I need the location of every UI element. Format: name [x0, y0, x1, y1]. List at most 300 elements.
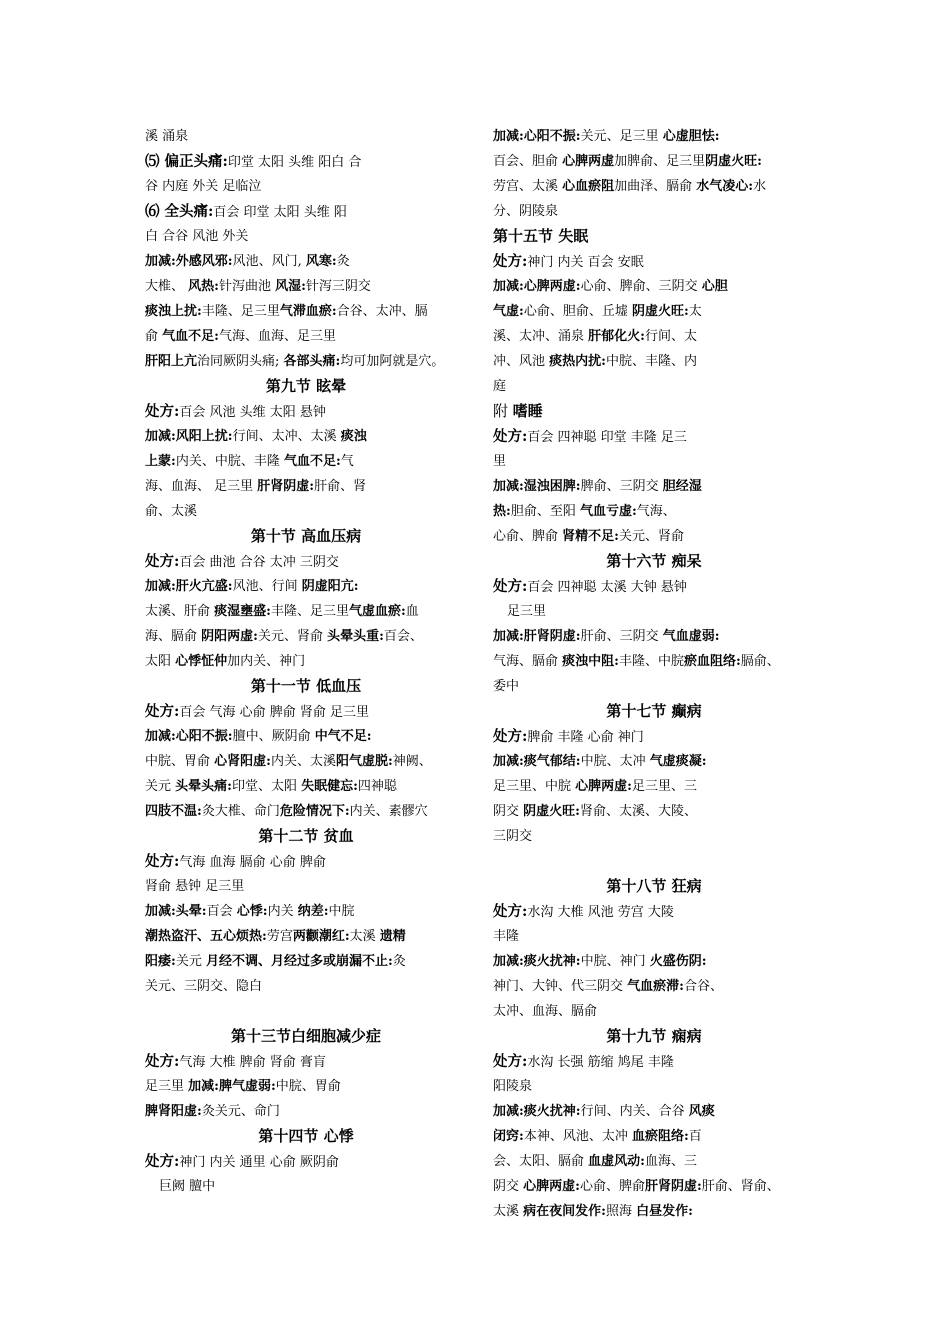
bold-text: 头晕头痛: — [175, 779, 232, 794]
plain-text: 第十八节 狂病 — [606, 877, 702, 895]
text-line — [145, 549, 467, 574]
plain-text: 脾俞 丰隆 心俞 神门 — [527, 730, 644, 745]
plain-text: 加曲泽、膈俞 — [614, 179, 697, 194]
plain-text: 足三里 — [507, 604, 547, 619]
plain-text: 百 — [688, 1129, 702, 1144]
text-line — [145, 749, 467, 774]
text-line — [145, 124, 467, 149]
plain-text: 内关、素髎穴 — [349, 804, 428, 819]
bold-text: 加减:脾气虚弱: — [188, 1079, 276, 1094]
plain-text: 水沟 长强 筋缩 鸠尾 丰隆 — [527, 1055, 674, 1070]
bold-text: 加减:痰火扰神: — [493, 1104, 581, 1119]
plain-text: 俞、太溪 — [145, 504, 198, 519]
text-line — [145, 1049, 467, 1074]
section-heading — [145, 674, 467, 699]
text-line — [145, 1149, 467, 1174]
bold-text: 失眠健忘: — [301, 779, 358, 794]
plain-text: 水沟 大椎 风池 劳宫 大陵 — [527, 905, 674, 920]
bold-text: 白昼发作: — [636, 1204, 693, 1219]
plain-text: 加脾俞、足三里 — [614, 154, 706, 169]
plain-text: 会、太阳、膈俞 — [493, 1154, 589, 1169]
text-line — [493, 774, 815, 799]
plain-text: 水 — [753, 179, 767, 194]
bold-text: 加减:肝火亢盛: — [145, 579, 233, 594]
bold-text: 气血不足: — [162, 329, 219, 344]
plain-text: 内关 — [267, 904, 298, 919]
text-line — [145, 774, 467, 799]
text-line — [145, 924, 467, 949]
bold-text: 处方: — [145, 553, 180, 570]
plain-text: 胆俞、至阳 — [510, 504, 580, 519]
bold-text: 遗精 — [379, 929, 406, 944]
text-line — [493, 749, 815, 774]
plain-text: 关元、足三里 — [580, 129, 663, 144]
text-line — [145, 974, 467, 999]
section-heading — [493, 699, 815, 724]
plain-text: 气海 血海 膈俞 心俞 脾俞 — [179, 855, 326, 870]
plain-text: 关元 — [145, 779, 176, 794]
section-heading — [145, 824, 467, 849]
plain-text: 内关、太溪 — [270, 754, 336, 769]
bold-text: 风痰 — [688, 1104, 715, 1119]
text-line — [145, 649, 467, 674]
text-line — [493, 349, 815, 374]
text-line — [145, 899, 467, 924]
text-line — [145, 574, 467, 599]
text-line — [145, 474, 467, 499]
text-line — [145, 1074, 467, 1099]
text-line — [493, 824, 815, 849]
plain-text: 足三里 — [145, 1079, 189, 1094]
plain-text: 巨阙 膻中 — [159, 1179, 216, 1194]
text-line — [145, 499, 467, 524]
plain-text: 第九节 眩晕 — [265, 377, 347, 395]
text-line — [493, 1149, 815, 1174]
plain-text: 膈俞、 — [740, 654, 780, 669]
bold-text: 处方: — [145, 403, 180, 420]
plain-text: 冲、风池 — [493, 354, 550, 369]
text-line — [145, 249, 467, 274]
left-column — [145, 124, 467, 1199]
text-line — [145, 799, 467, 824]
text-line — [145, 399, 467, 424]
bold-text: 痰浊中阻: — [562, 654, 619, 669]
text-line — [493, 374, 815, 399]
text-line — [493, 624, 815, 649]
plain-text: 大椎、 — [145, 279, 189, 294]
bold-text: 各部头痛: — [283, 354, 341, 369]
plain-text: 心俞、脾俞、三阴交 — [580, 279, 702, 294]
plain-text: 中脘、太冲 — [580, 754, 650, 769]
bold-text: 中气不足: — [314, 729, 372, 744]
bold-text: 阴虚火旺: — [631, 304, 689, 319]
blank-line — [493, 849, 815, 874]
text-line — [493, 524, 815, 549]
text-line — [145, 1174, 467, 1199]
plain-text: 溪、太冲、涌泉 — [493, 329, 589, 344]
plain-text: 溪 涌泉 — [145, 129, 189, 144]
plain-text: 百会 — [206, 904, 237, 919]
bold-text: 处方: — [493, 728, 528, 745]
text-line — [493, 299, 815, 324]
bold-text: 火盛伤阴: — [649, 954, 707, 969]
text-line — [145, 599, 467, 624]
plain-text: 内关、中脘、丰隆 — [175, 454, 284, 469]
section-heading — [493, 874, 815, 899]
bold-text: 加减:心脾两虚: — [493, 279, 581, 294]
bold-text: 加减:心阳不振: — [145, 729, 233, 744]
plain-text: 气 — [340, 454, 354, 469]
plain-text: 丰隆、中脘 — [618, 654, 684, 669]
text-line — [145, 624, 467, 649]
bold-text: 肝肾阴虚: — [644, 1179, 702, 1194]
bold-text: 加减:痰火扰神: — [493, 954, 581, 969]
section-heading — [493, 399, 815, 424]
bold-text: 瘀血阻络: — [683, 654, 741, 669]
bold-text: 血瘀阻络: — [631, 1129, 689, 1144]
bold-text: 处方: — [145, 1053, 180, 1070]
text-line — [145, 349, 467, 374]
plain-text: 谷 内庭 外关 足临泣 — [145, 179, 262, 194]
plain-text: 阴交 — [493, 1179, 524, 1194]
bold-text: 阴阳两虚: — [201, 629, 258, 644]
plain-text: 丰隆、足三里 — [201, 304, 280, 319]
bold-text: 第十五节 失眠 — [493, 227, 589, 245]
bold-text: 加减:风阳上扰: — [145, 429, 233, 444]
bold-text: 加减:头晕: — [145, 904, 207, 919]
plain-text: 血 — [405, 604, 419, 619]
bold-text: 血虚风动: — [588, 1154, 645, 1169]
text-line — [493, 1199, 815, 1224]
plain-text: 第十节 高血压病 — [250, 527, 362, 545]
text-line — [493, 724, 815, 749]
text-line — [145, 199, 467, 224]
plain-text: 灸 — [392, 954, 406, 969]
plain-text: 合谷、太冲、膈 — [336, 304, 428, 319]
plain-text: 关元、肾俞 — [618, 529, 684, 544]
plain-text: 脾俞、三阴交 — [580, 479, 663, 494]
text-line — [493, 1174, 815, 1199]
text-line — [145, 274, 467, 299]
bold-text: 处方: — [145, 1153, 180, 1170]
plain-text: 第十九节 痫病 — [606, 1027, 702, 1045]
plain-text: 百会、 — [383, 629, 423, 644]
bold-text: 加减:湿浊困脾: — [493, 479, 581, 494]
plain-text: 百会 四神聪 印堂 丰隆 足三 — [527, 430, 687, 445]
text-line — [493, 1074, 815, 1099]
plain-text: 神门 内关 百会 安眠 — [527, 255, 644, 270]
plain-text: 肾俞、太溪、大陵、 — [579, 804, 697, 819]
text-line — [145, 424, 467, 449]
plain-text: 肝俞、三阴交 — [580, 629, 663, 644]
plain-text: 神门 内关 通里 心俞 厥阴俞 — [179, 1155, 339, 1170]
plain-text: 气海 大椎 脾俞 肾俞 膏肓 — [179, 1055, 326, 1070]
plain-text: 气海、 — [636, 504, 676, 519]
plain-text: 肝俞、肾俞、 — [701, 1179, 780, 1194]
plain-text: 海、膈俞 — [145, 629, 202, 644]
plain-text: 四神聪 — [357, 779, 397, 794]
bold-text: 处方: — [493, 903, 528, 920]
bold-text: 痰浊上扰: — [145, 304, 202, 319]
text-line — [493, 324, 815, 349]
plain-text: 太阳 — [145, 654, 176, 669]
text-line — [493, 199, 815, 224]
bold-text: 四肢不温: — [145, 804, 202, 819]
text-line — [493, 249, 815, 274]
plain-text: 灸 — [336, 254, 350, 269]
plain-text: 三阴交 — [493, 829, 533, 844]
plain-text: 丰隆、足三里 — [270, 604, 349, 619]
plain-text: 行间、内关、合谷 — [580, 1104, 689, 1119]
plain-text: 里 — [493, 454, 507, 469]
bold-text: 纳差: — [297, 904, 329, 919]
bold-text: 水气凌心: — [696, 179, 754, 194]
plain-text: 灸大椎、命门 — [201, 804, 280, 819]
text-line — [493, 1124, 815, 1149]
text-line — [493, 174, 815, 199]
text-line — [493, 1049, 815, 1074]
bold-text: 处方: — [493, 1053, 528, 1070]
plain-text: 委中 — [493, 679, 520, 694]
bold-text: 阴虚火旺: — [705, 154, 762, 169]
plain-text: 阴交 — [493, 804, 524, 819]
plain-text: 太溪 — [493, 1204, 524, 1219]
bold-text: 阴虚火旺: — [523, 804, 580, 819]
plain-text: 均可加阿就是穴。 — [340, 354, 445, 369]
text-line — [145, 724, 467, 749]
plain-text: 第十四节 心悸 — [258, 1127, 354, 1145]
bold-text: 危险情况下: — [279, 804, 350, 819]
text-line — [493, 574, 815, 599]
bold-text: 心肾阳虚: — [214, 754, 271, 769]
plain-text: 中脘、胃俞 — [145, 754, 215, 769]
text-line — [493, 449, 815, 474]
plain-text: 足三里、中脘 — [493, 779, 576, 794]
plain-text: 印堂 太阳 头维 阳白 合 — [227, 155, 362, 170]
bold-text: 两颧潮红: — [292, 929, 350, 944]
bold-text: 处方: — [493, 253, 528, 270]
bold-text: 头晕头重: — [327, 629, 384, 644]
bold-text: 处方: — [493, 428, 528, 445]
text-line — [145, 1099, 467, 1124]
plain-text: 心俞、脾俞 — [579, 1179, 645, 1194]
section-heading — [145, 374, 467, 399]
plain-text: 行间、太 — [644, 329, 697, 344]
bold-text: 肝肾阴虚: — [257, 479, 315, 494]
text-line — [493, 999, 815, 1024]
plain-text: 加内关、神门 — [227, 654, 306, 669]
plain-text: 针泻三阴交 — [305, 279, 371, 294]
plain-text: 关元 — [175, 954, 206, 969]
plain-text: 阳陵泉 — [493, 1079, 533, 1094]
bold-text: 肾精不足: — [562, 529, 619, 544]
bold-text: ⑸ 偏正头痛: — [145, 153, 228, 170]
text-line — [493, 424, 815, 449]
bold-text: 气血亏虚: — [579, 504, 637, 519]
plain-text: 气海、膈俞 — [493, 654, 563, 669]
plain-text: 行间、太冲、太溪 — [232, 429, 341, 444]
bold-text: 心脾两虚: — [523, 1179, 580, 1194]
plain-text: 膻中、厥阴俞 — [232, 729, 315, 744]
text-line — [493, 649, 815, 674]
plain-text: 百会 气海 心俞 脾俞 肾俞 足三里 — [179, 705, 370, 720]
bold-text: 心脾两虚: — [575, 779, 632, 794]
plain-text: 附 — [493, 402, 513, 420]
bold-text: 阴虚阳亢: — [301, 579, 359, 594]
text-line — [493, 149, 815, 174]
text-line — [493, 674, 815, 699]
text-line — [145, 849, 467, 874]
plain-text: 神阙、 — [392, 754, 432, 769]
bold-text: 心胆 — [701, 279, 728, 294]
bold-text: 气血虚弱: — [662, 629, 720, 644]
text-line — [493, 124, 815, 149]
plain-text: 太溪、肝俞 — [145, 604, 215, 619]
plain-text: 太 — [688, 304, 702, 319]
bold-text: 气血瘀滞: — [627, 979, 684, 994]
bold-text: 热: — [493, 504, 511, 519]
bold-text: 病在夜间发作: — [523, 1204, 606, 1219]
text-line — [493, 474, 815, 499]
plain-text: 分、阴陵泉 — [493, 204, 559, 219]
plain-text: 本神、风池、太冲 — [523, 1129, 632, 1144]
plain-text: 风池、风门, — [232, 254, 306, 269]
plain-text: 第十七节 癫病 — [606, 702, 702, 720]
bold-text: 潮热盗汗、五心烦热: — [145, 929, 267, 944]
plain-text: 中脘、神门 — [580, 954, 650, 969]
plain-text: 第十二节 贫血 — [258, 827, 354, 845]
bold-text: 痰湿壅盛: — [214, 604, 271, 619]
text-line — [493, 274, 815, 299]
plain-text: 劳宫、太溪 — [493, 179, 563, 194]
plain-text: 肾俞 悬钟 足三里 — [145, 879, 245, 894]
plain-text: 百会 四神聪 太溪 大钟 悬钟 — [527, 580, 687, 595]
text-line — [145, 449, 467, 474]
section-heading — [493, 549, 815, 574]
text-line — [145, 874, 467, 899]
section-heading — [145, 1124, 467, 1149]
bold-text: 心血瘀阻 — [562, 179, 615, 194]
plain-text: 气海、血海、足三里 — [218, 329, 336, 344]
text-line — [493, 499, 815, 524]
plain-text: 太冲、血海、膈俞 — [493, 1004, 598, 1019]
plain-text: 庭 — [493, 379, 507, 394]
section-heading — [145, 1024, 467, 1049]
bold-text: 脾肾阳虚: — [145, 1104, 202, 1119]
text-line — [145, 299, 467, 324]
bold-text: 加减:肝肾阴虚: — [493, 629, 581, 644]
bold-text: ⑹ 全头痛: — [145, 203, 214, 220]
text-line — [493, 974, 815, 999]
text-line — [493, 949, 815, 974]
bold-text: 阳痿: — [145, 954, 176, 969]
bold-text: 心脾两虚 — [562, 154, 615, 169]
plain-text: 心俞、胆俞、丘墟 — [523, 304, 632, 319]
blank-line — [145, 999, 467, 1024]
bold-text: 加减:心阳不振: — [493, 129, 581, 144]
text-line — [493, 799, 815, 824]
bold-text: 上蒙: — [145, 454, 176, 469]
plain-text: 第十一节 低血压 — [250, 677, 362, 695]
plain-text: 风池、行间 — [232, 579, 302, 594]
bold-text: 加减:痰气郁结: — [493, 754, 581, 769]
plain-text: 合谷、 — [683, 979, 723, 994]
bold-text: 气滞血瘀: — [279, 304, 337, 319]
text-line — [493, 599, 815, 624]
text-line — [493, 924, 815, 949]
bold-text: 气虚血瘀: — [348, 604, 406, 619]
plain-text: 印堂、太阳 — [231, 779, 302, 794]
section-heading — [145, 524, 467, 549]
bold-text: 心悸怔仲 — [175, 654, 228, 669]
plain-text: 心俞、脾俞 — [493, 529, 563, 544]
plain-text: 第十六节 痴呆 — [606, 552, 702, 570]
bold-text: 胆经湿 — [662, 479, 702, 494]
text-line — [493, 1099, 815, 1124]
bold-text: 风湿: — [275, 279, 306, 294]
text-line — [145, 174, 467, 199]
plain-text: 百会 风池 头维 太阳 悬钟 — [179, 405, 326, 420]
bold-text: 月经不调、月经过多或崩漏不止: — [205, 954, 393, 969]
text-line — [145, 324, 467, 349]
plain-text: 中脘 — [328, 904, 355, 919]
plain-text: 百会 曲池 合谷 太冲 三阴交 — [179, 555, 339, 570]
plain-text: 中脘、胃俞 — [275, 1079, 341, 1094]
right-column — [493, 124, 815, 1224]
text-line — [145, 224, 467, 249]
section-heading — [493, 224, 815, 249]
bold-text: 风寒: — [305, 254, 337, 269]
bold-text: 痰热内扰: — [549, 354, 606, 369]
bold-text: 处方: — [493, 578, 528, 595]
plain-text: 血海、三 — [644, 1154, 697, 1169]
plain-text: 神门、大钟、代三阴交 — [493, 979, 628, 994]
plain-text: 劳宫 — [266, 929, 293, 944]
text-line — [493, 899, 815, 924]
plain-text: 足三里、三 — [631, 779, 697, 794]
plain-text: 照海 — [605, 1204, 637, 1219]
bold-text: 气虚: — [493, 304, 524, 319]
plain-text: 中脘、丰隆、内 — [605, 354, 697, 369]
plain-text: 关元、肾俞 — [257, 629, 328, 644]
text-line — [145, 949, 467, 974]
plain-text: 关元、三阴交、隐白 — [145, 979, 263, 994]
bold-text: 心虚胆怯: — [662, 129, 720, 144]
plain-text: 治同厥阴头痛; — [197, 354, 284, 369]
plain-text: 百会、胆俞 — [493, 154, 563, 169]
bold-text: 心悸: — [236, 904, 268, 919]
bold-text: 闭窍: — [493, 1129, 524, 1144]
bold-text: 嗜睡 — [512, 402, 543, 420]
plain-text: 灸关元、命门 — [201, 1104, 280, 1119]
plain-text: 丰隆 — [493, 929, 520, 944]
bold-text: 肝阳上亢 — [145, 354, 198, 369]
text-line — [145, 699, 467, 724]
bold-text: 肝郁化火: — [588, 329, 645, 344]
section-heading — [493, 1024, 815, 1049]
bold-text: 处方: — [145, 853, 180, 870]
plain-text: 俞 — [145, 329, 163, 344]
text-line — [145, 149, 467, 174]
bold-text: 气虚痰凝: — [649, 754, 707, 769]
bold-text: 风热: — [188, 279, 219, 294]
plain-text: 百会 印堂 太阳 头维 阳 — [213, 205, 347, 220]
plain-text: 海、血海、 足三里 — [145, 479, 258, 494]
plain-text: 白 合谷 风池 外关 — [145, 229, 249, 244]
plain-text: 第十三节白细胞减少症 — [230, 1027, 381, 1045]
plain-text: 肝俞、肾 — [314, 479, 367, 494]
bold-text: 阳气虚脱: — [335, 754, 393, 769]
